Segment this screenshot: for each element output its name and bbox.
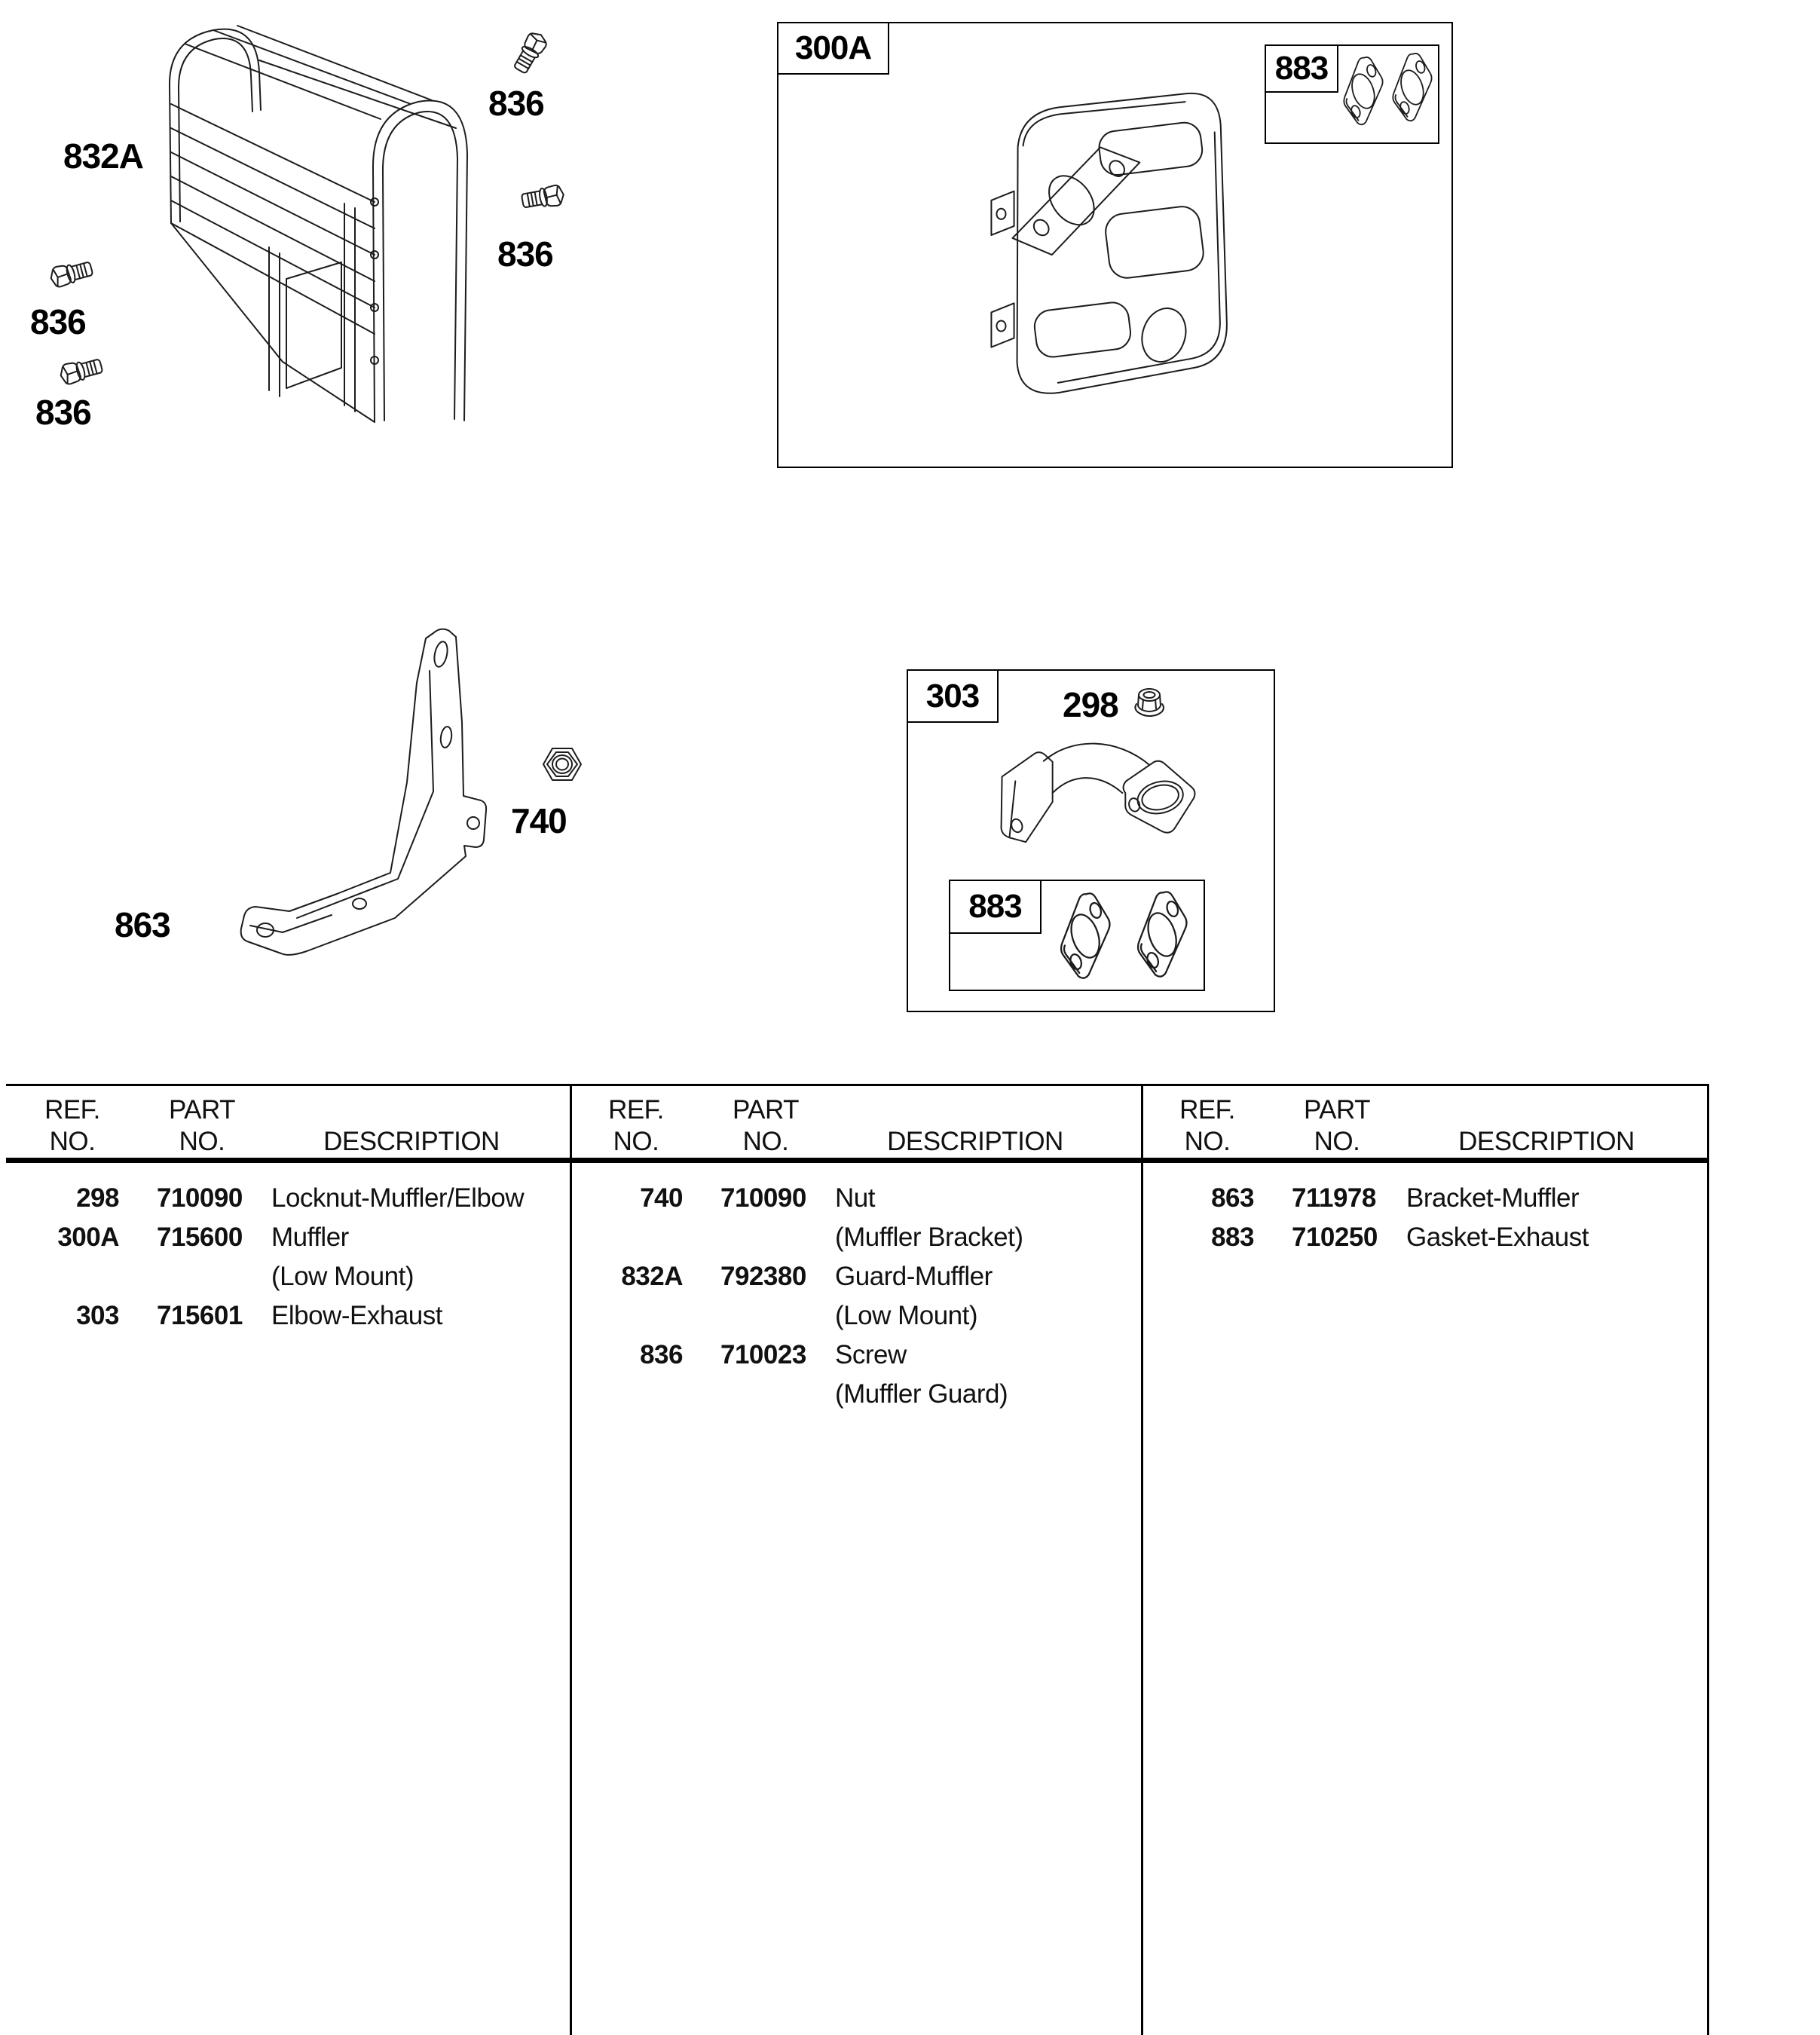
header-part-s1: PART NO.: [168, 1095, 236, 1156]
muffler-box: [777, 22, 1453, 468]
muffler-drawing: [944, 70, 1240, 411]
header-ref-s2: REF. NO.: [608, 1095, 664, 1156]
table-row: [1141, 1219, 1705, 1259]
ref-no: 300A: [57, 1223, 119, 1252]
elbow-box-label-text: 303: [925, 677, 980, 715]
part-no: 711978: [1292, 1183, 1376, 1213]
table-row: [6, 1219, 570, 1259]
table-row: [570, 1180, 1133, 1219]
description: (Low Mount): [271, 1262, 414, 1291]
header-desc-s2: DESCRIPTION: [887, 1127, 1063, 1156]
header-desc-s3: DESCRIPTION: [1458, 1127, 1635, 1156]
screw-icon-4: [56, 353, 108, 390]
table-row: [6, 1298, 570, 1337]
table-row: [1141, 1180, 1705, 1219]
callout-836-4: 836: [35, 393, 91, 432]
header-ref-s1: REF. NO.: [44, 1095, 100, 1156]
muffler-box-label-text: 300A: [794, 29, 872, 66]
table-row: [570, 1259, 1133, 1298]
ref-no: 298: [76, 1183, 119, 1213]
description: (Muffler Guard): [835, 1379, 1008, 1409]
locknut-icon: [1132, 686, 1167, 722]
callout-836-3: 836: [30, 302, 86, 341]
nut-icon: [541, 745, 583, 784]
gasket-inset-box-top: [1265, 44, 1439, 144]
callout-740: 740: [511, 801, 567, 840]
part-no: 710250: [1292, 1223, 1378, 1252]
part-no: 710090: [157, 1183, 243, 1213]
elbow-box: [907, 669, 1275, 1012]
header-part-s2: PART NO.: [732, 1095, 800, 1156]
table-row: [570, 1298, 1133, 1337]
callout-836-1: 836: [488, 84, 544, 123]
gasket-icon-2: [1390, 50, 1433, 125]
table-header-separator: [6, 1158, 1708, 1163]
header-ref-s3: REF. NO.: [1179, 1095, 1235, 1156]
header-desc-s1: DESCRIPTION: [323, 1127, 500, 1156]
description: Screw: [835, 1340, 907, 1369]
callout-863: 863: [115, 905, 170, 944]
table-row: [570, 1376, 1133, 1415]
description: Gasket-Exhaust: [1406, 1223, 1589, 1252]
table-row: [6, 1180, 570, 1219]
description: Guard-Muffler: [835, 1262, 993, 1291]
gasket-inset-box-bottom: [949, 880, 1205, 991]
table-row: [570, 1219, 1133, 1259]
description: Locknut-Muffler/Elbow: [271, 1183, 525, 1213]
screw-icon-1: [507, 26, 552, 80]
table-row: [570, 1337, 1133, 1376]
header-part-s3: PART NO.: [1303, 1095, 1371, 1156]
ref-no: 863: [1211, 1183, 1254, 1213]
gasket-icon-1: [1341, 54, 1384, 129]
gasket-icon-3: [1056, 892, 1113, 981]
gasket-inset-top-label-text: 883: [1274, 50, 1329, 87]
ref-no: 303: [76, 1301, 119, 1330]
description: (Muffler Bracket): [835, 1223, 1023, 1252]
part-no: 710090: [720, 1183, 806, 1213]
callout-836-2: 836: [497, 234, 553, 274]
description: Elbow-Exhaust: [271, 1301, 442, 1330]
part-no: 792380: [720, 1262, 806, 1291]
muffler-guard-drawing: [154, 14, 471, 432]
description: Nut: [835, 1183, 875, 1213]
elbow-box-label: [908, 671, 999, 723]
part-no: 715601: [157, 1301, 243, 1330]
ref-no: 740: [640, 1183, 683, 1213]
screw-icon-2: [518, 181, 568, 214]
callout-298: 298: [1063, 685, 1118, 724]
callout-832a: 832A: [63, 136, 143, 176]
description: Muffler: [271, 1223, 349, 1252]
exhaust-elbow-drawing: [980, 742, 1195, 854]
gasket-inset-bottom-label-text: 883: [968, 888, 1022, 925]
screw-icon-3: [46, 256, 98, 292]
part-no: 715600: [157, 1223, 243, 1252]
muffler-box-label: [778, 23, 889, 75]
description: Bracket-Muffler: [1406, 1183, 1580, 1213]
gasket-inset-top-label: [1266, 46, 1338, 93]
ref-no: 832A: [621, 1262, 683, 1291]
muffler-bracket-drawing: [205, 624, 500, 956]
gasket-icon-4: [1133, 890, 1190, 979]
part-no: 710023: [720, 1340, 806, 1369]
ref-no: 836: [640, 1340, 683, 1369]
table-right-border: [1707, 1084, 1709, 2035]
gasket-inset-bottom-label: [950, 881, 1042, 934]
table-top-border: [6, 1084, 1708, 1086]
description: (Low Mount): [835, 1301, 978, 1330]
table-row: [6, 1259, 570, 1298]
ref-no: 883: [1211, 1223, 1254, 1252]
